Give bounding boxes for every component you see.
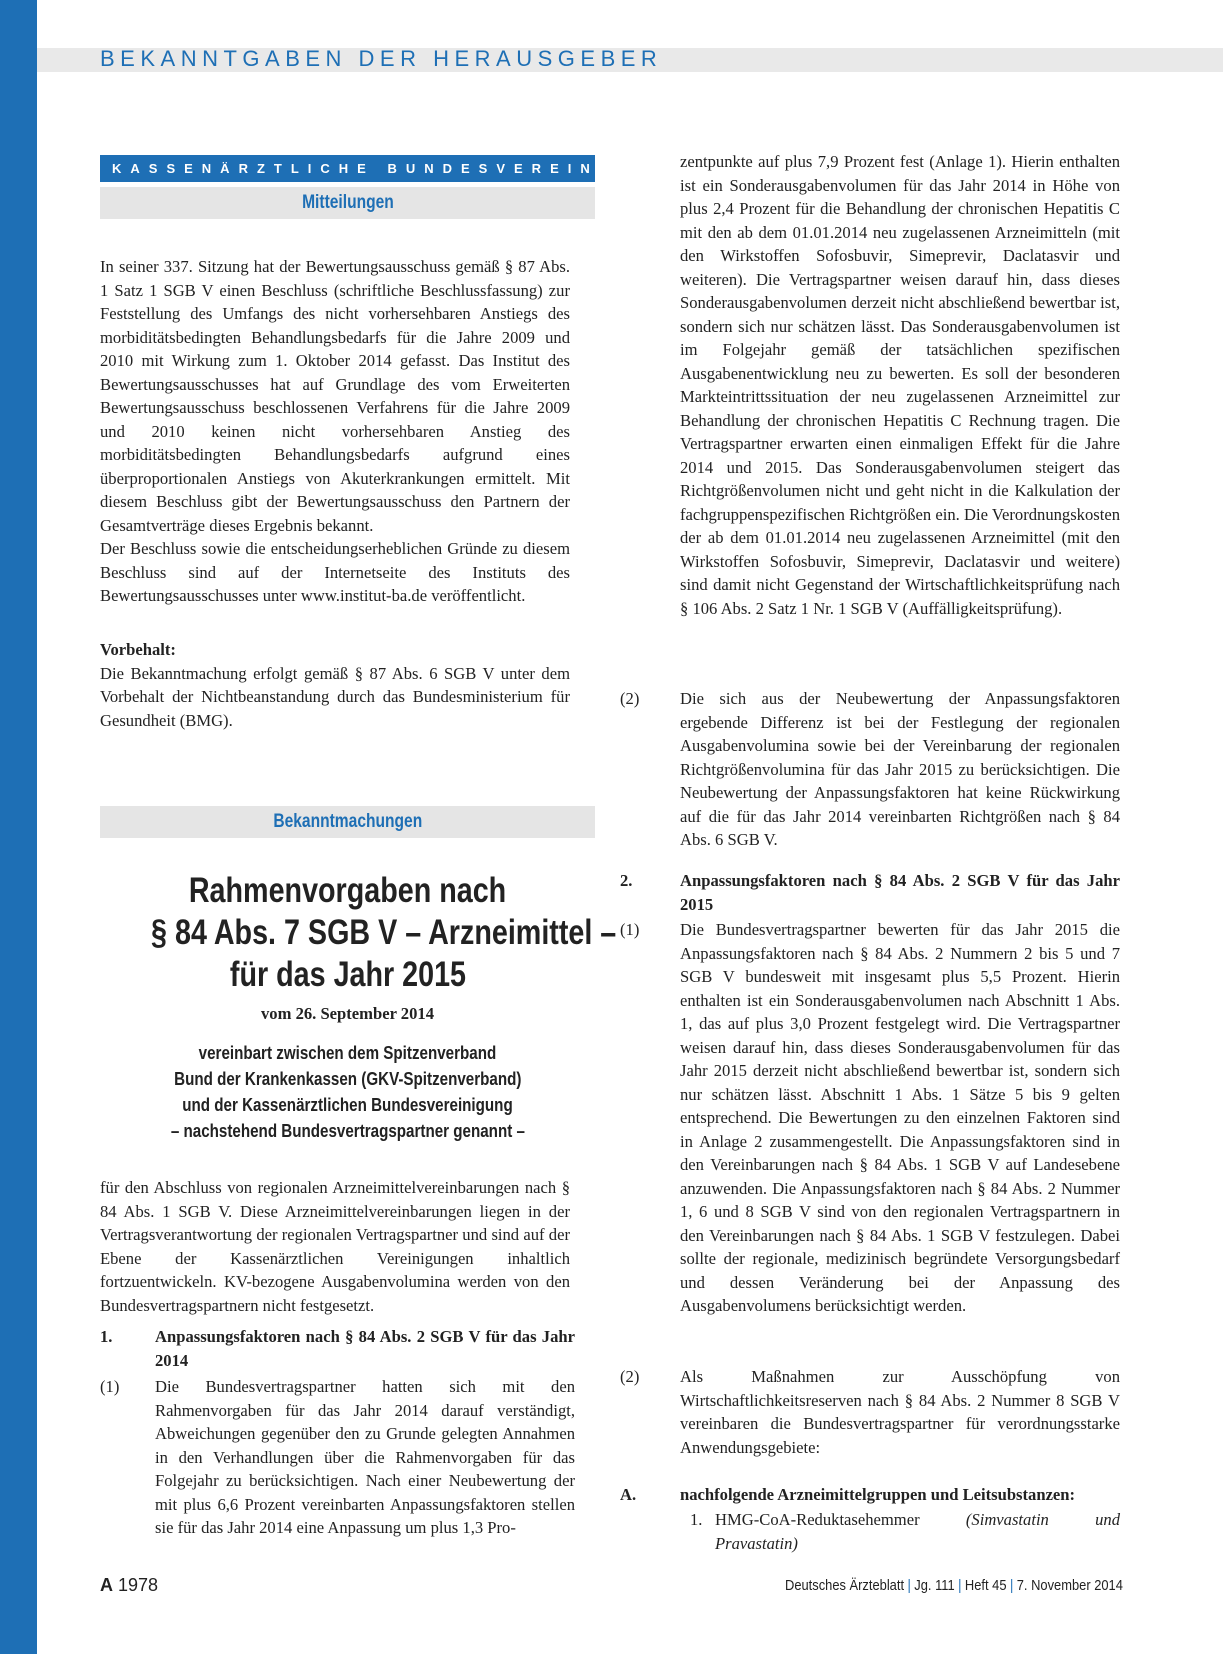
- list-item-1-number: 1.: [690, 1510, 703, 1529]
- mitteilungen-paragraph-2: Der Beschluss sowie die entscheidungserheblichen Gründe zu diesem Beschluss sind auf der Internetseite des Instituts des Bewertungsausschusses unter www.institut-ba.de veröffentlicht.: [100, 539, 570, 605]
- section-2-paragraph-1: [620, 918, 1120, 1358]
- section-1-p2-text: Die sich aus der Neubewertung der Anpassungsfaktoren ergebende Differenz ist bei der Festlegung der regionalen Ausgabenvolumina sowie bei der Vereinbarung der regionalen Richtgrößenvolumina für das Jahr 2015 zu berücksichtigen. Die Neubewertung der Anpassungsfaktoren hat keine Rückwirkung auf die für das Jahr 2014 vereinbarten Richtgrößen nach § 84 Abs. 6 SGB V.: [680, 689, 1120, 849]
- mitteilungen-heading: Mitteilungen: [100, 187, 595, 219]
- section-2-number: 2.: [620, 871, 633, 890]
- parties-block: [100, 1040, 595, 1144]
- section-2-a-number: A.: [620, 1485, 637, 1504]
- page-number: [100, 1575, 158, 1596]
- section-1-p1-text-left: Die Bundesvertragspartner hatten sich mit den Rahmenvorgaben für das Jahr 2014 darauf verständigt, Abweichungen gegenüber den zu Grunde gelegten Annahmen in den Verhandlungen über die Rahmenvorgaben für das Folgejahr zu berücksichtigen. Nach einer Neubewertung der mit plus 6,6 Prozent vereinbarten Anpassungsfaktoren stellen sie für das Jahr 2014 eine Anpassung um plus 1,3 Pro-: [155, 1377, 575, 1537]
- side-color-bar: [0, 0, 37, 1654]
- title-line-1: Rahmenvorgaben nach: [188, 871, 507, 910]
- section-header-title: BEKANNTGABEN DER HERAUSGEBER: [100, 46, 663, 71]
- section-2-heading: [620, 869, 1120, 917]
- bekanntmachungen-heading: Bekanntmachungen: [100, 806, 595, 838]
- journal-date: 7. November 2014: [1016, 1577, 1123, 1594]
- parties-line-2: Bund der Krankenkassen (GKV-Spitzenverband): [173, 1068, 522, 1089]
- mitteilungen-text: [100, 255, 570, 608]
- vorbehalt-label: Vorbehalt:: [100, 640, 176, 659]
- title-line-2: § 84 Abs. 7 SGB V – Arzneimittel –: [151, 913, 617, 952]
- document-title: [100, 870, 617, 996]
- journal-info: Deutsches Ärzteblatt | Jg. 111 | Heft 45 | 7. November 2014: [785, 1577, 1123, 1594]
- section-2-title: Anpassungsfaktoren nach § 84 Abs. 2 SGB V für das Jahr 2015: [680, 871, 1120, 914]
- section-2-paragraph-2: [620, 1365, 1120, 1465]
- section-1-paragraph-1: [100, 1375, 595, 1575]
- list-item-1-text: HMG-CoA-Reduktasehemmer: [715, 1510, 920, 1529]
- list-item-1: [680, 1508, 1120, 1558]
- vorbehalt-block: [100, 638, 570, 732]
- parties-line-4: – nachstehend Bundesvertragspartner genannt –: [170, 1120, 525, 1141]
- section-2-a-heading: [620, 1483, 1120, 1509]
- mitteilungen-paragraph-1: In seiner 337. Sitzung hat der Bewertungsausschuss gemäß § 87 Abs. 1 Satz 1 SGB V einen Beschluss (schriftliche Beschlussfassung) zur Feststellung des Umfangs des nicht vorhersehbaren Anstiegs des morbiditätsbedingten Behandlungsbedarfs für die Jahre 2009 und 2010 mit Wirkung zum 1. Oktober 2014 gefasst. Das Institut des Bewertungsausschusses hat auf Grundlage des vom Erweiterten Bewertungsausschuss beschlossenen Verfahrens für die Jahre 2009 und 2010 keinen nicht vorhersehbaren Anstieg des morbiditätsbedingten Behandlungsbedarfs aufgrund eines überproportionalen Anstiegs von Akuterkrankungen ermittelt. Mit diesem Beschluss gibt der Bewertungsausschuss den Partnern der Gesamtverträge dieses Ergebnis bekannt.: [100, 257, 570, 535]
- section-1-p1-number: (1): [100, 1377, 120, 1396]
- parties-line-3: und der Kassenärztlichen Bundesvereinigung: [182, 1094, 513, 1115]
- section-2-a-title: nachfolgende Arzneimittelgruppen und Leitsubstanzen:: [680, 1485, 1076, 1504]
- section-2-p1-number: (1): [620, 920, 640, 939]
- journal-name: Deutsches Ärzteblatt: [785, 1577, 905, 1594]
- page-prefix: A: [100, 1575, 113, 1595]
- title-line-3: für das Jahr 2015: [229, 955, 466, 994]
- section-1-p2-number: (2): [620, 689, 640, 708]
- section-1-number: 1.: [100, 1327, 113, 1346]
- vorbehalt-text: Die Bekanntmachung erfolgt gemäß § 87 Abs. 6 SGB V unter dem Vorbehalt der Nichtbeanstandung durch das Bundesministerium für Gesundheit (BMG).: [100, 663, 570, 730]
- section-1-p1-text-right: zentpunkte auf plus 7,9 Prozent fest (Anlage 1). Hierin enthalten ist ein Sonderausgabenvolumen für das Jahr 2014 in Höhe von plus 2,4 Prozent für die Behandlung der chronischen Hepatitis C mit den ab dem 01.01.2014 neu zugelassenen Arzneimitteln (mit den Wirkstoffen Sofosbuvir, Simeprevir, Daclatasvir und weiteren). Die Vertragspartner weisen darauf hin, dass dieses Sonderausgabenvolumen derzeit nicht abschließend bewertbar ist, sondern sich nur schätzen lässt. Das Sonderausgabenvolumen ist im Folgejahr gemäß der tatsächlichen spezifischen Ausgabenentwicklung neu zu bewerten. Es soll der besonderen Markteintrittssituation der neu zugelassenen Arzneimittel zur Behandlung der chronischen Hepatitis C Rechnung tragen. Die Vertragspartner erwarten einen einmaligen Effekt für die Jahre 2014 und 2015. Das Sonderausgabenvolumen steigert das Richtgrößenvolumen nicht und geht nicht in die Kalkulation der fachgruppenspezifischen Richtgrößen ein. Die Verordnungskosten der ab dem 01.01.2014 neu zugelassenen Arzneimittel (mit den Wirkstoffen Sofosbuvir, Simeprevir, Daclatasvir und weitere) sind damit nicht Gegenstand der Wirtschaftlichkeitsprüfung nach § 106 Abs. 2 Satz 1 Nr. 1 SGB V (Auffälligkeitsprüfung).: [680, 152, 1120, 618]
- section-1-heading: [100, 1325, 595, 1373]
- journal-volume: Jg. 111: [914, 1577, 955, 1594]
- page-number-value: 1978: [118, 1575, 159, 1595]
- section-2-p2-number: (2): [620, 1367, 640, 1386]
- section-1-title: Anpassungsfaktoren nach § 84 Abs. 2 SGB V für das Jahr 2014: [155, 1327, 575, 1370]
- intro-paragraph: für den Abschluss von regionalen Arzneimittelvereinbarungen nach § 84 Abs. 1 SGB V. Diese Arzneimittelvereinbarungen liegen in der Vertragsverantwortung der regionalen Vertragspartner und sind auf der Ebene der Kassenärztlichen Vereinigungen inhaltlich fortzuentwickeln. KV-bezogene Ausgabenvolumina werden von den Bundesvertragspartnern nicht festgesetzt.: [100, 1178, 570, 1315]
- section-2-p2-text: Als Maßnahmen zur Ausschöpfung von Wirtschaftlichkeitsreserven nach § 84 Abs. 2 Nummer 8 SGB V vereinbaren die Bundesvertragspartner für verordnungsstarke Anwendungsgebiete:: [680, 1367, 1120, 1457]
- document-date: vom 26. September 2014: [261, 1004, 434, 1023]
- section-2-p1-text: Die Bundesvertragspartner bewerten für das Jahr 2015 die Anpassungsfaktoren nach § 84 Abs. 2 Nummern 2 bis 5 und 7 SGB V bundesweit mit insgesamt plus 5,5 Prozent. Hierin enthalten ist ein Sonderausgabenvolumen nach Abschnitt 1 Abs. 1, das auf plus 3,0 Prozent festgelegt wird. Die Vertragspartner weisen darauf hin, dass dieses Sonderausgabenvolumen für das Jahr 2015 derzeit nicht abschließend bewertbar ist, sondern sich nur schätzen lässt. Abschnitt 1 Abs. 1 Sätze 5 bis 9 gelten entsprechend. Die Bewertungen zu den einzelnen Faktoren sind in Anlage 2 zusammengestellt. Die Anpassungsfaktoren sind in den Vereinbarungen nach § 84 Abs. 1 SGB V auf Landesebene anzuwenden. Die Anpassungsfaktoren nach § 84 Abs. 2 Nummer 1, 6 und 8 SGB V sind von den regionalen Vertragspartnern in den Vereinbarungen nach § 84 Abs. 1 SGB V festzulegen. Dabei sollte der regionale, medizinisch begründete Versorgungsbedarf und dessen Veränderung bei der Anpassung des Ausgabenvolumens berücksichtigt werden.: [680, 920, 1120, 1315]
- section-1-paragraph-2: [620, 687, 1120, 849]
- parties-line-1: vereinbart zwischen dem Spitzenverband: [198, 1042, 497, 1063]
- kbv-banner: KASSENÄRZTLICHE BUNDESVEREINIGUNG: [100, 155, 595, 182]
- list-item-1-substances: (Simvastatin und Pravastatin): [715, 1510, 1120, 1553]
- journal-issue: Heft 45: [965, 1577, 1007, 1594]
